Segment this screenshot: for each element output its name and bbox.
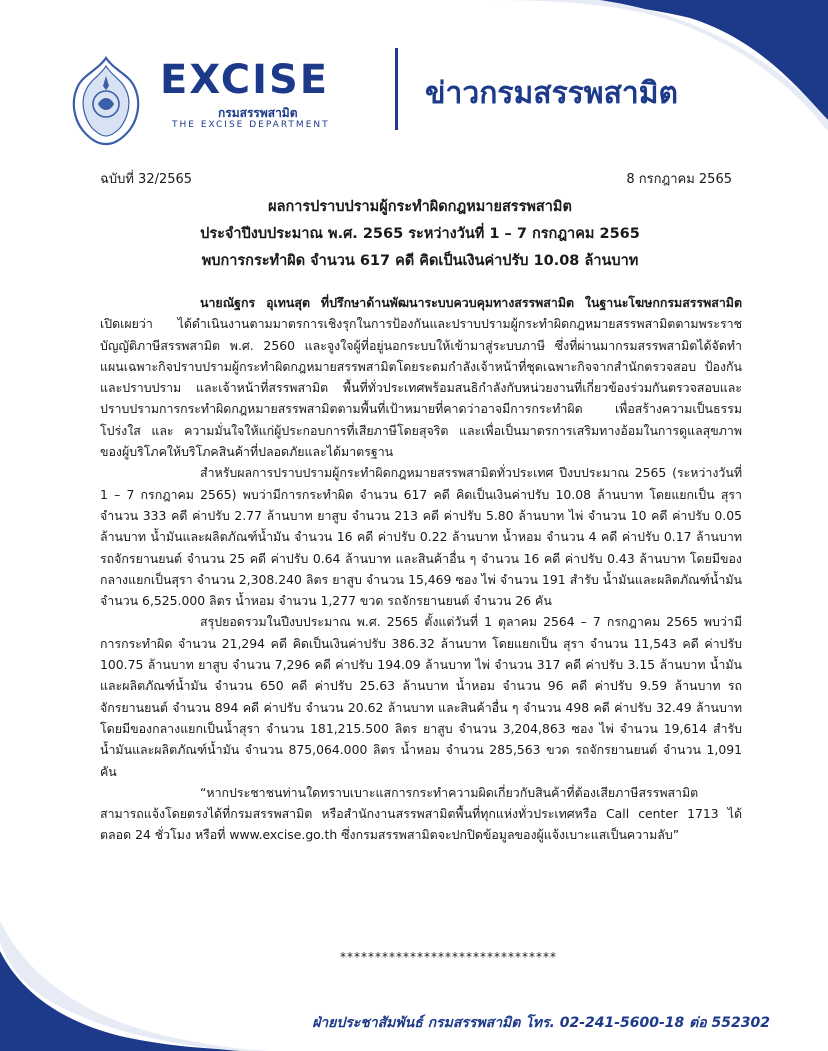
department-seal-icon [68,56,144,146]
spokesperson-name: นายณัฐกร อุเทนสุต ที่ปรึกษาด้านพัฒนาระบบควบคุมทางสรรพสามิต ในฐานะโฆษกกรมสรรพสามิต [200,295,742,310]
headline-line-3: พบการกระทำผิด จำนวน 617 คดี คิดเป็นเงินค่าปรับ 10.08 ล้านบาท [201,253,639,269]
paragraph-call-to-action: “หากประชาชนท่านใดทราบเบาะแสการกระทำความผิดเกี่ยวกับสินค้าที่ต้องเสียภาษีสรรพสามิต สามารถแจ้งโดยตรงได้ที่กรมสรรพสามิต หรือสำนักงานสรรพสามิตพื้นที่ทุกแห่งทั่วประเทศหรือ Call center 1713 ได้ตลอด 24 ชั่วโมง หรือที่ www.excise.go.th ซึ่งกรมสรรพสามิตจะปกปิดข้อมูลของผู้แจ้งเบาะแสเป็นความลับ” [100,784,742,843]
paragraph-intro-text: เปิดเผยว่า ได้ดำเนินงานตามมาตรการเชิงรุกในการป้องกันและปราบปรามผู้กระทำผิดกฎหมายสรรพสามิตตามพระราชบัญญัติภาษีสรรพสามิต พ.ศ. 2560 และจูงใจผู้ที่อยู่นอกระบบให้เข้ามาสู่ระบบภาษี ซึ่งที่ผ่านมากรมสรรพสามิตได้จัดทำแผนเฉพาะกิจปราบปรามผู้กระทำผิดกฎหมายสรรพสามิตโดยระดมกำลังเจ้าหน้าที่ชุดเฉพาะกิจจากสำนักตรวจสอบ ป้องกันและปราบปราม และเจ้าหน้าที่สรรพสามิต พื้นที่ทั่วประเทศพร้อมสนธิกำลังกับหน่วยงานที่เกี่ยวข้องร่วมกันตรวจสอบและปราบปรามการกระทำผิดกฎหมายสรรพสามิตตามพื้นที่เป้าหมายที่คาดว่าอาจมีการกระทำผิด เพื่อสร้างความเป็นธรรม โปร่งใส และ ความมั่นใจให้แก่ผู้ประกอบการที่เสียภาษีโดยสุจริต และเพื่อเป็นมาตรการเสริมทางอ้อมในการดูแลสุขภาพของผู้บริโภคให้บริโภคสินค้าที่ปลอดภัยและได้มาตรฐาน [100,316,742,460]
excise-logo [160,58,360,138]
headline-line-2: ประจำปีงบประมาณ พ.ศ. 2565 ระหว่างวันที่ 1 – 7 กรกฎาคม 2565 [200,226,640,242]
logo-wordmark: EXCISE [160,57,330,103]
footer-contact: ฝ่ายประชาสัมพันธ์ กรมสรรพสามิต โทร. 02-241-5600-18 ต่อ 552302 [312,1015,770,1031]
issue-number: ฉบับที่ 32/2565 [100,172,193,187]
separator-stars: ******************************* [340,950,557,964]
headline-line-1: ผลการปราบปรามผู้กระทำผิดกฎหมายสรรพสามิต [268,199,572,215]
issue-date: 8 กรกฎาคม 2565 [626,172,732,187]
paragraph-weekly-results: สำหรับผลการปราบปรามผู้กระทำผิดกฎหมายสรรพสามิตทั่วประเทศ ปีงบประมาณ 2565 (ระหว่างวันที่ 1 – 7 กรกฎาคม 2565) พบว่ามีการกระทำผิด จำนวน 617 คดี คิดเป็นเงินค่าปรับ 10.08 ล้านบาท โดยแยกเป็น สุรา จำนวน 333 คดี ค่าปรับ 2.77 ล้านบาท ยาสูบ จำนวน 213 คดี ค่าปรับ 5.80 ล้านบาท ไพ่ จำนวน 10 คดี ค่าปรับ 0.05 ล้านบาท น้ำมันและผลิตภัณฑ์น้ำมัน จำนวน 16 คดี ค่าปรับ 0.22 ล้านบาท น้ำหอม จำนวน 4 คดี ค่าปรับ 0.17 ล้านบาท รถจักรยานยนต์ จำนวน 25 คดี ค่าปรับ 0.64 ล้านบาท และสินค้าอื่น ๆ จำนวน 16 คดี ค่าปรับ 0.43 ล้านบาท โดยมีของกลางแยกเป็นสุรา จำนวน 2,308.240 ลิตร ยาสูบ จำนวน 15,469 ซอง ไพ่ จำนวน 191 สำรับ น้ำมันและผลิตภัณฑ์น้ำมัน จำนวน 6,525.000 ลิตร น้ำหอม จำนวน 1,277 ขวด รถจักรยานยนต์ จำนวน 26 คัน [100,465,742,609]
logo-english-name: THE EXCISE DEPARTMENT [172,120,330,130]
page-title: ข่าวกรมสรรพสามิต [425,76,678,111]
header-divider [395,48,398,130]
logo-thai-name: กรมสรรพสามิต [218,106,298,120]
paragraph-intro [100,292,742,462]
paragraph-yearly-summary: สรุปยอดรวมในปีงบประมาณ พ.ศ. 2565 ตั้งแต่วันที่ 1 ตุลาคม 2564 – 7 กรกฎาคม 2565 พบว่ามีการกระทำผิด จำนวน 21,294 คดี คิดเป็นเงินค่าปรับ 386.32 ล้านบาท โดยแยกเป็น สุรา จำนวน 11,543 คดี ค่าปรับ 100.75 ล้านบาท ยาสูบ จำนวน 7,296 คดี ค่าปรับ 194.09 ล้านบาท ไพ่ จำนวน 317 คดี ค่าปรับ 3.15 ล้านบาท น้ำมันและผลิตภัณฑ์น้ำมัน จำนวน 650 คดี ค่าปรับ 25.63 ล้านบาท น้ำหอม จำนวน 96 คดี ค่าปรับ 9.59 ล้านบาท รถจักรยานยนต์ จำนวน 894 คดี ค่าปรับ จำนวน 20.62 ล้านบาท และสินค้าอื่น ๆ จำนวน 498 คดี ค่าปรับ 32.49 ล้านบาท โดยมีของกลางแยกเป็นน้ำสุรา จำนวน 181,215.500 ลิตร ยาสูบ จำนวน 3,204,863 ซอง ไพ่ จำนวน 19,614 สำรับ น้ำมันและผลิตภัณฑ์น้ำมัน จำนวน 875,064.000 ลิตร น้ำหอม จำนวน 285,563 ขวด รถจักรยานยนต์ จำนวน 1,091 คัน [100,614,742,779]
article-body [100,292,742,846]
